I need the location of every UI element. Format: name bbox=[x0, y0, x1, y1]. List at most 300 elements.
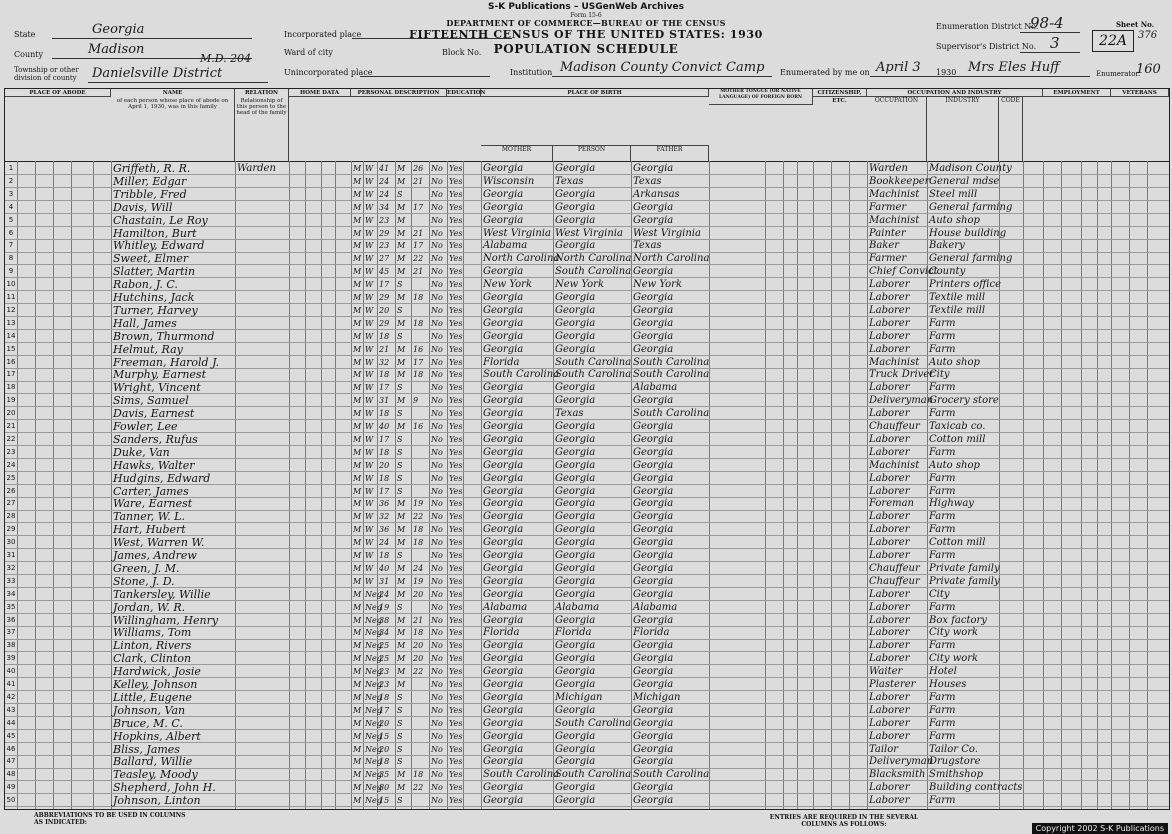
year-value: 1930 bbox=[936, 68, 957, 77]
sex-cell: M bbox=[353, 164, 362, 173]
f-cell: South Carolina bbox=[555, 769, 632, 781]
person-name: Ballard, Willie bbox=[113, 755, 193, 769]
f-cell: Georgia bbox=[555, 240, 596, 252]
f-cell: Georgia bbox=[555, 562, 596, 574]
race-cell: W bbox=[365, 254, 374, 264]
rd-cell: Yes bbox=[449, 718, 463, 728]
p-cell: Georgia bbox=[483, 756, 524, 768]
p-cell: Georgia bbox=[483, 408, 524, 420]
sch-cell: No bbox=[431, 280, 443, 290]
age-cell: 25 bbox=[379, 641, 390, 651]
am-cell: 18 bbox=[413, 370, 424, 380]
f-cell: South Carolina bbox=[555, 717, 632, 729]
table-row bbox=[5, 781, 1169, 794]
sch-cell: No bbox=[431, 215, 443, 225]
age-cell: 18 bbox=[379, 370, 390, 380]
p-cell: Georgia bbox=[483, 743, 524, 755]
f-cell: Georgia bbox=[555, 537, 596, 549]
sex-cell: M bbox=[353, 551, 362, 560]
age-cell: 29 bbox=[379, 228, 390, 238]
sex-cell: M bbox=[353, 757, 362, 767]
m-cell: Georgia bbox=[633, 472, 674, 484]
rd-cell: Yes bbox=[449, 525, 463, 535]
f-cell: Georgia bbox=[555, 511, 596, 523]
age-cell: 32 bbox=[379, 512, 390, 522]
age-cell: 38 bbox=[379, 615, 390, 625]
table-row bbox=[5, 420, 1169, 433]
table-row bbox=[5, 407, 1169, 420]
race-cell: Neg bbox=[365, 705, 382, 715]
sch-cell: No bbox=[431, 731, 443, 741]
ms-cell: M bbox=[397, 241, 406, 251]
f-cell: Georgia bbox=[555, 575, 596, 587]
rd-cell: Yes bbox=[449, 589, 463, 599]
age-cell: 21 bbox=[379, 344, 390, 354]
am-cell: 16 bbox=[413, 344, 424, 354]
race-cell: W bbox=[365, 551, 374, 560]
am-cell: 20 bbox=[413, 654, 424, 664]
ms-cell: M bbox=[397, 202, 406, 212]
am-cell: 26 bbox=[413, 164, 424, 173]
ms-cell: S bbox=[397, 473, 403, 483]
sch-cell: No bbox=[431, 796, 443, 806]
am-cell: 22 bbox=[413, 783, 424, 793]
age-cell: 24 bbox=[379, 589, 390, 599]
ind-cell: City bbox=[929, 369, 950, 381]
rd-cell: Yes bbox=[449, 602, 463, 612]
p-cell: North Carolina bbox=[483, 253, 560, 265]
sch-cell: No bbox=[431, 667, 443, 677]
rd-cell: Yes bbox=[449, 757, 463, 767]
age-cell: 18 bbox=[379, 409, 390, 419]
ind-cell: Farm bbox=[929, 330, 956, 342]
sch-cell: No bbox=[431, 770, 443, 780]
ms-cell: S bbox=[397, 280, 403, 290]
table-row bbox=[5, 343, 1169, 356]
m-cell: South Carolina bbox=[633, 369, 710, 381]
p-cell: South Carolina bbox=[483, 769, 560, 781]
sex-cell: M bbox=[353, 667, 362, 677]
relation-cell bbox=[237, 523, 289, 536]
m-cell: Georgia bbox=[633, 588, 674, 600]
f-cell: Georgia bbox=[555, 163, 596, 174]
age-cell: 17 bbox=[379, 434, 390, 444]
ms-cell: S bbox=[397, 460, 403, 470]
sex-cell: M bbox=[353, 563, 362, 573]
sex-cell: M bbox=[353, 692, 362, 702]
line-number: 49 bbox=[6, 783, 16, 792]
ind-cell: Farm bbox=[929, 485, 956, 497]
relation-cell bbox=[237, 420, 289, 433]
sex-cell: M bbox=[353, 770, 362, 780]
p-cell: Georgia bbox=[483, 382, 524, 394]
age-cell: 18 bbox=[379, 757, 390, 767]
person-name: Willingham, Henry bbox=[113, 613, 219, 627]
race-cell: W bbox=[365, 228, 374, 238]
race-cell: Neg bbox=[365, 667, 382, 677]
ms-cell: S bbox=[397, 602, 403, 612]
rd-cell: Yes bbox=[449, 641, 463, 651]
occ-cell: Laborer bbox=[869, 343, 910, 355]
p-cell: Georgia bbox=[483, 562, 524, 574]
ind-cell: Auto shop bbox=[929, 214, 980, 226]
relation-cell bbox=[237, 381, 289, 394]
person-name: James, Andrew bbox=[113, 549, 197, 562]
sch-cell: No bbox=[431, 551, 443, 560]
f-cell: Michigan bbox=[555, 691, 603, 703]
group-employment: EMPLOYMENT bbox=[1043, 89, 1111, 97]
m-cell: Georgia bbox=[633, 304, 674, 316]
rd-cell: Yes bbox=[449, 202, 463, 212]
p-cell: Georgia bbox=[483, 704, 524, 716]
sch-cell: No bbox=[431, 422, 443, 431]
relation-cell bbox=[237, 614, 289, 627]
line-number: 2 bbox=[8, 176, 14, 185]
person-name: Hall, James bbox=[113, 316, 177, 330]
race-cell: W bbox=[365, 202, 374, 212]
table-row bbox=[5, 368, 1169, 381]
m-cell: Texas bbox=[633, 240, 662, 252]
line-number: 48 bbox=[6, 770, 16, 779]
f-cell: New York bbox=[555, 279, 604, 291]
person-name: Tankersley, Willie bbox=[113, 587, 211, 601]
sch-cell: No bbox=[431, 305, 443, 315]
md-note: M.D. 204 bbox=[200, 52, 252, 65]
race-cell: W bbox=[365, 473, 374, 483]
p-cell: Georgia bbox=[483, 795, 524, 807]
relation-cell bbox=[237, 472, 289, 485]
ms-cell: S bbox=[397, 486, 403, 496]
am-cell bbox=[413, 794, 429, 807]
p-cell: Georgia bbox=[483, 782, 524, 794]
sch-cell: No bbox=[431, 318, 443, 328]
occ-cell: Laborer bbox=[869, 627, 910, 639]
occ-cell: Laborer bbox=[869, 330, 910, 342]
f-cell: Georgia bbox=[555, 421, 596, 432]
age-cell: 23 bbox=[379, 215, 390, 225]
am-cell: 19 bbox=[413, 576, 424, 586]
ind-cell: Farm bbox=[929, 382, 956, 394]
sch-cell: No bbox=[431, 486, 443, 496]
person-name: Hart, Hubert bbox=[113, 523, 186, 537]
ms-cell: M bbox=[397, 680, 406, 689]
m-cell: Georgia bbox=[633, 317, 674, 329]
p-cell: Georgia bbox=[483, 588, 524, 600]
ind-cell: Farm bbox=[929, 691, 956, 703]
ms-cell: M bbox=[397, 499, 406, 509]
age-cell: 20 bbox=[379, 744, 390, 754]
race-cell: Neg bbox=[365, 602, 382, 612]
am-cell: 17 bbox=[413, 241, 424, 251]
table-row bbox=[5, 381, 1169, 394]
m-cell: Georgia bbox=[633, 782, 674, 794]
f-cell: Georgia bbox=[555, 188, 596, 200]
age-cell: 17 bbox=[379, 383, 390, 393]
group-home-data: HOME DATA bbox=[289, 89, 351, 97]
m-cell: Georgia bbox=[633, 653, 674, 665]
group-veterans: VETERANS bbox=[1111, 89, 1169, 97]
f-cell: Georgia bbox=[555, 330, 596, 342]
person-name: Bliss, James bbox=[113, 742, 180, 756]
person-name: Whitley, Edward bbox=[113, 239, 205, 253]
person-name: Davis, Earnest bbox=[113, 407, 195, 421]
occ-cell: Laborer bbox=[869, 730, 910, 742]
f-cell: Georgia bbox=[555, 614, 596, 626]
relation-cell bbox=[237, 317, 289, 330]
race-cell: Neg bbox=[365, 718, 382, 728]
line-number: 7 bbox=[8, 241, 14, 250]
group-personal: PERSONAL DESCRIPTION bbox=[351, 89, 447, 97]
age-cell: 15 bbox=[379, 731, 390, 741]
county-label: County bbox=[14, 50, 43, 59]
ms-cell: S bbox=[397, 718, 403, 728]
p-cell: Georgia bbox=[483, 446, 524, 458]
occ-cell: Laborer bbox=[869, 795, 910, 807]
table-row bbox=[5, 188, 1169, 201]
p-cell: Georgia bbox=[483, 485, 524, 497]
rd-cell: Yes bbox=[449, 254, 463, 264]
ms-cell: S bbox=[397, 331, 403, 341]
sch-cell: No bbox=[431, 512, 443, 522]
age-cell: 20 bbox=[379, 718, 390, 728]
sex-cell: M bbox=[353, 731, 362, 741]
p-cell: Georgia bbox=[483, 614, 524, 626]
sex-cell: M bbox=[353, 370, 362, 380]
table-row bbox=[5, 394, 1169, 407]
relation-cell bbox=[237, 188, 289, 201]
age-cell: 17 bbox=[379, 705, 390, 715]
corner-number: 376 bbox=[1138, 30, 1158, 41]
age-cell: 31 bbox=[379, 576, 390, 586]
rd-cell: Yes bbox=[449, 344, 463, 354]
table-row bbox=[5, 497, 1169, 510]
line-number: 46 bbox=[6, 744, 16, 753]
person-name: Hardwick, Josie bbox=[113, 665, 201, 679]
person-name: Freeman, Harold J. bbox=[113, 355, 220, 369]
ind-cell: City work bbox=[929, 627, 979, 639]
m-cell: Georgia bbox=[633, 756, 674, 768]
race-cell: W bbox=[365, 189, 374, 199]
race-cell: W bbox=[365, 164, 374, 173]
m-cell: South Carolina bbox=[633, 769, 710, 781]
sch-cell: No bbox=[431, 628, 443, 638]
f-cell: West Virginia bbox=[555, 227, 623, 239]
occ-cell: Truck Driver bbox=[869, 369, 935, 381]
line-number: 10 bbox=[6, 280, 16, 289]
relation-cell bbox=[237, 717, 289, 730]
table-row bbox=[5, 717, 1169, 730]
state-label: State bbox=[14, 30, 36, 39]
race-cell: W bbox=[365, 370, 374, 380]
father-column-head: FATHER bbox=[631, 145, 709, 161]
age-cell: 19 bbox=[379, 602, 390, 612]
county-value: Madison bbox=[88, 42, 145, 57]
table-row bbox=[5, 562, 1169, 575]
rd-cell: Yes bbox=[449, 576, 463, 586]
institution-label: Institution bbox=[510, 68, 553, 77]
am-cell: 18 bbox=[413, 525, 424, 535]
ms-cell: M bbox=[397, 254, 406, 264]
relation-cell bbox=[237, 781, 289, 794]
sex-cell: M bbox=[353, 215, 362, 225]
ind-cell: Farm bbox=[929, 524, 956, 536]
incorporated-label: Incorporated place bbox=[284, 30, 362, 39]
occ-cell: Laborer bbox=[869, 537, 910, 549]
am-cell bbox=[413, 717, 429, 730]
occ-cell: Laborer bbox=[869, 782, 910, 794]
sch-cell: No bbox=[431, 357, 443, 367]
table-row bbox=[5, 356, 1169, 369]
am-cell bbox=[413, 304, 429, 317]
sch-cell: No bbox=[431, 344, 443, 354]
ms-cell: M bbox=[397, 667, 406, 677]
ms-cell: M bbox=[397, 576, 406, 586]
relation-cell bbox=[237, 252, 289, 265]
sd-value: 3 bbox=[1050, 34, 1060, 52]
relation-cell bbox=[237, 639, 289, 652]
block-label: Block No. bbox=[442, 48, 482, 57]
race-cell: W bbox=[365, 293, 374, 302]
race-cell: Neg bbox=[365, 757, 382, 767]
relation-cell bbox=[237, 343, 289, 356]
person-name: West, Warren W. bbox=[113, 536, 205, 550]
age-cell: 24 bbox=[379, 538, 390, 548]
sch-cell: No bbox=[431, 744, 443, 754]
ind-cell: Drugstore bbox=[929, 756, 981, 768]
sch-cell: No bbox=[431, 563, 443, 573]
rd-cell: Yes bbox=[449, 744, 463, 754]
rd-cell: Yes bbox=[449, 473, 463, 483]
race-cell: W bbox=[365, 486, 374, 496]
sch-cell: No bbox=[431, 331, 443, 341]
sch-cell: No bbox=[431, 293, 443, 302]
m-cell: Michigan bbox=[633, 691, 681, 703]
ms-cell: S bbox=[397, 383, 403, 393]
ind-cell: Steel mill bbox=[929, 188, 978, 200]
f-cell: North Carolina bbox=[555, 253, 632, 265]
sex-cell: M bbox=[353, 396, 362, 406]
race-cell: W bbox=[365, 215, 374, 225]
f-cell: South Carolina bbox=[555, 266, 632, 278]
am-cell bbox=[413, 549, 429, 562]
table-row bbox=[5, 755, 1169, 768]
p-cell: Georgia bbox=[483, 214, 524, 226]
ind-cell: Smithshop bbox=[929, 769, 983, 781]
header bbox=[0, 0, 1172, 92]
f-cell: Georgia bbox=[555, 214, 596, 226]
race-cell: W bbox=[365, 525, 374, 535]
person-name: Sims, Samuel bbox=[113, 394, 189, 408]
ms-cell: S bbox=[397, 731, 403, 741]
table-row bbox=[5, 459, 1169, 472]
am-cell bbox=[413, 730, 429, 743]
race-cell: W bbox=[365, 538, 374, 548]
rd-cell: Yes bbox=[449, 770, 463, 780]
ms-cell: S bbox=[397, 434, 403, 444]
age-cell: 45 bbox=[379, 267, 390, 277]
f-cell: Georgia bbox=[555, 446, 596, 458]
relation-cell bbox=[237, 665, 289, 678]
code-column-head: CODE bbox=[999, 97, 1023, 161]
line-number: 50 bbox=[6, 796, 16, 805]
sheet-value: 22A bbox=[1099, 33, 1127, 49]
am-cell bbox=[413, 601, 429, 614]
ms-cell: S bbox=[397, 447, 403, 457]
race-cell: Neg bbox=[365, 589, 382, 599]
ms-cell: M bbox=[397, 641, 406, 651]
am-cell: 20 bbox=[413, 641, 424, 651]
line-number: 29 bbox=[6, 525, 16, 534]
m-cell: Georgia bbox=[633, 421, 674, 432]
relation-cell bbox=[237, 562, 289, 575]
relation-cell bbox=[237, 730, 289, 743]
race-cell: Neg bbox=[365, 692, 382, 702]
township-value: Danielsville District bbox=[92, 66, 223, 81]
person-name: Slatter, Martin bbox=[113, 265, 196, 279]
sex-cell: M bbox=[353, 783, 362, 793]
table-row bbox=[5, 626, 1169, 639]
sch-cell: No bbox=[431, 615, 443, 625]
sch-cell: No bbox=[431, 680, 443, 689]
rd-cell: Yes bbox=[449, 305, 463, 315]
race-cell: W bbox=[365, 434, 374, 444]
relation-cell bbox=[237, 743, 289, 756]
sch-cell: No bbox=[431, 692, 443, 702]
race-cell: W bbox=[365, 305, 374, 315]
ind-cell: Houses bbox=[929, 679, 967, 690]
table-row bbox=[5, 317, 1169, 330]
schedule-title: POPULATION SCHEDULE bbox=[493, 42, 679, 56]
race-cell: W bbox=[365, 409, 374, 419]
rd-cell: Yes bbox=[449, 783, 463, 793]
sch-cell: No bbox=[431, 718, 443, 728]
occ-cell: Laborer bbox=[869, 588, 910, 600]
ind-cell: Farm bbox=[929, 317, 956, 329]
relation-cell bbox=[237, 278, 289, 291]
ind-cell: General farming bbox=[929, 253, 1013, 265]
p-cell: Georgia bbox=[483, 421, 524, 432]
ms-cell: M bbox=[397, 215, 406, 225]
race-cell: W bbox=[365, 460, 374, 470]
p-cell: Georgia bbox=[483, 459, 524, 471]
m-cell: Arkansas bbox=[633, 188, 680, 200]
rd-cell: Yes bbox=[449, 692, 463, 702]
sex-cell: M bbox=[353, 344, 362, 354]
table-row bbox=[5, 639, 1169, 652]
rd-cell: Yes bbox=[449, 667, 463, 677]
occ-cell: Painter bbox=[869, 227, 906, 239]
sex-cell: M bbox=[353, 705, 362, 715]
table-row bbox=[5, 601, 1169, 614]
sch-cell: No bbox=[431, 396, 443, 406]
rd-cell: Yes bbox=[449, 499, 463, 509]
ind-cell: Highway bbox=[929, 498, 974, 510]
person-name: Ware, Earnest bbox=[113, 497, 193, 511]
ind-cell: Farm bbox=[929, 446, 956, 458]
occ-cell: Laborer bbox=[869, 472, 910, 484]
p-cell: Georgia bbox=[483, 653, 524, 665]
am-cell: 22 bbox=[413, 667, 424, 677]
sex-cell: M bbox=[353, 744, 362, 754]
line-number: 36 bbox=[6, 615, 16, 624]
p-cell: Georgia bbox=[483, 575, 524, 587]
ind-cell: Farm bbox=[929, 704, 956, 716]
am-cell: 17 bbox=[413, 357, 424, 367]
sch-cell: No bbox=[431, 525, 443, 535]
line-number: 16 bbox=[6, 357, 16, 366]
m-cell: West Virginia bbox=[633, 227, 701, 239]
m-cell: Florida bbox=[633, 627, 670, 639]
